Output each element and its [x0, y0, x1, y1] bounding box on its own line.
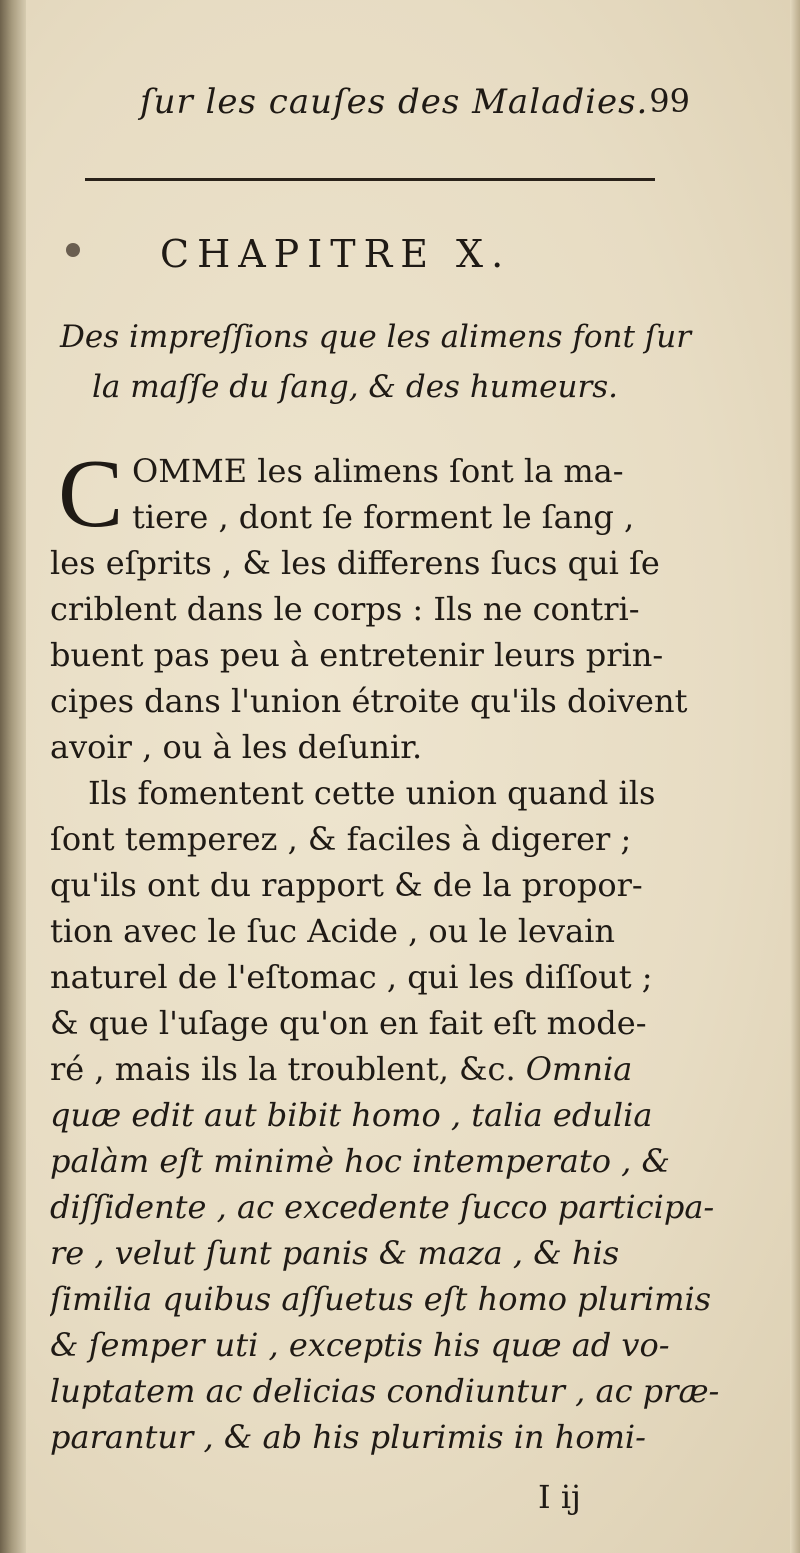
running-head: ſur les cauſes des Maladies.: [140, 82, 649, 122]
header-rule: [85, 178, 655, 181]
text-line: tion avec le ſuc Acide , ou le levain: [50, 912, 615, 950]
latin-inline: Omnia: [525, 1050, 633, 1088]
spine-shadow: [0, 0, 26, 1553]
page-edge: [790, 0, 800, 1553]
text-line: qu'ils ont du rapport & de la propor-: [50, 866, 643, 904]
latin-line: palàm eſt minimè hoc intemperato , &: [50, 1142, 670, 1180]
page-header: [140, 82, 700, 132]
drop-cap: C: [58, 440, 124, 548]
latin-line: ſimilia quibus aſſuetus eſt homo plurimis: [50, 1280, 712, 1318]
text-line: avoir , ou à les deſunir.: [50, 728, 423, 766]
text-line: OMME les alimens ſont la ma-: [132, 452, 624, 490]
chapter-subtitle: [60, 312, 760, 412]
latin-line: diſſidente , ac excedente ſucco participa-: [50, 1188, 715, 1226]
latin-line: quæ edit aut bibit homo , talia edulia: [50, 1096, 653, 1134]
text-line: Ils fomentent cette union quand ils: [88, 774, 656, 812]
text-line-roman: ré , mais ils la troublent, &c.: [50, 1050, 516, 1088]
subtitle-line-1: Des impreſſions que les alimens font ſur: [60, 319, 692, 355]
latin-line: parantur , & ab his plurimis in homi-: [50, 1418, 646, 1456]
text-line: cipes dans l'union étroite qu'ils doivent: [50, 682, 688, 720]
text-line: [50, 1046, 768, 1092]
signature-mark: I ij: [538, 1478, 581, 1516]
text-line: criblent dans le corps : Ils ne contri-: [50, 590, 640, 628]
subtitle-line-2: la maſſe du ſang, & des humeurs.: [92, 369, 619, 405]
latin-line: & ſemper uti , exceptis his quæ ad vo-: [50, 1326, 670, 1364]
page-number: 99: [649, 82, 690, 120]
latin-line: luptatem ac delicias condiuntur , ac præ-: [50, 1372, 720, 1410]
text-line: buent pas peu à entretenir leurs prin-: [50, 636, 664, 674]
ink-spot: [66, 243, 80, 257]
text-line: naturel de l'eſtomac , qui les diſſout ;: [50, 958, 653, 996]
text-line: & que l'uſage qu'on en fait eſt mode-: [50, 1004, 647, 1042]
chapter-title: CHAPITRE X.: [160, 232, 512, 276]
text-line: ſont temperez , & faciles à digerer ;: [50, 820, 632, 858]
text-line: les eſprits , & les differens ſucs qui ſe: [50, 544, 660, 582]
latin-line: re , velut ſunt panis & maza , & his: [50, 1234, 620, 1272]
text-line: tiere , dont ſe forment le ſang ,: [132, 498, 635, 536]
body-text: [50, 440, 768, 1460]
